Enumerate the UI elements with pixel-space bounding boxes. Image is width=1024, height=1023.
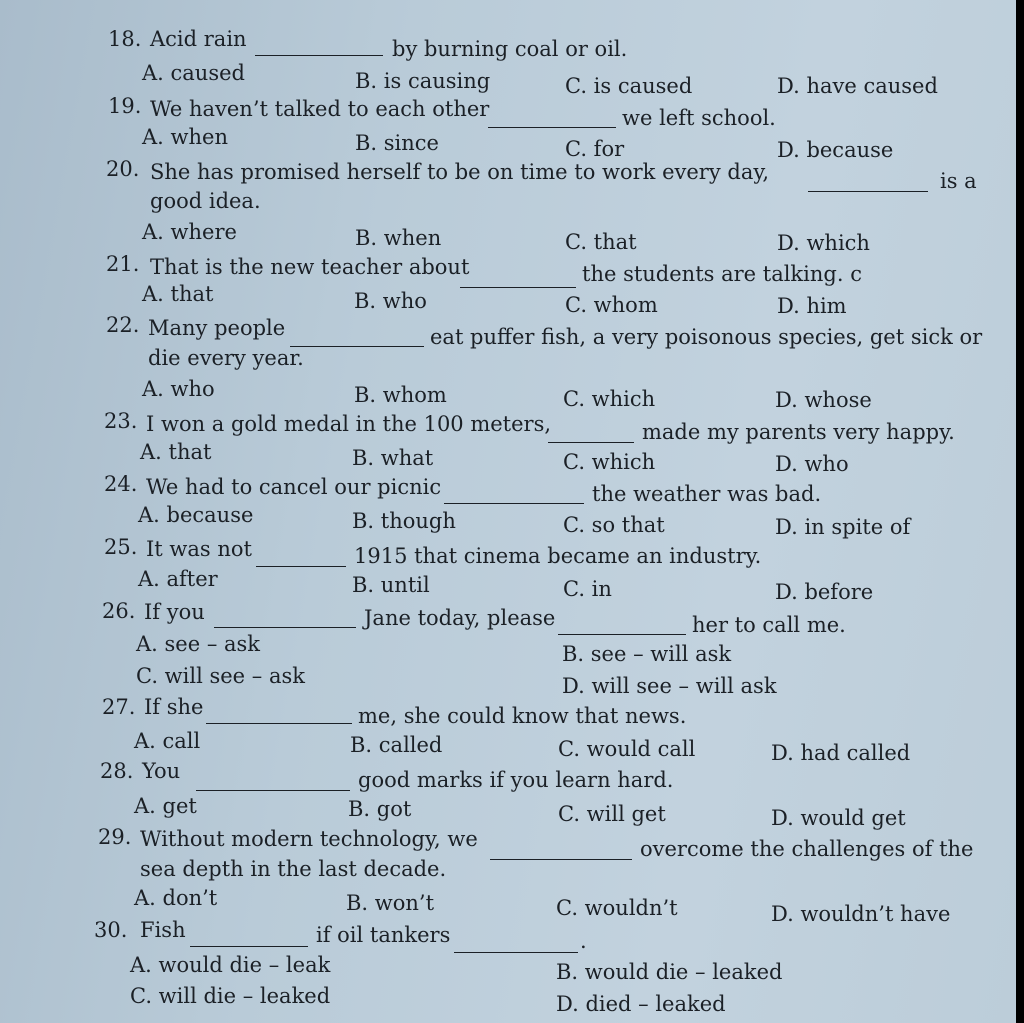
question-text: We had to cancel our picnic	[146, 475, 442, 499]
answer-blank[interactable]	[214, 627, 356, 628]
option-b[interactable]: B. won’t	[346, 891, 435, 915]
option-a[interactable]: A. where	[142, 220, 237, 244]
question-text: She has promised herself to be on time to work every day,	[150, 160, 770, 184]
option-c[interactable]: C. which	[563, 387, 656, 411]
option-c[interactable]: C. in	[563, 577, 612, 601]
option-b[interactable]: B. is causing	[355, 69, 491, 93]
answer-blank[interactable]	[490, 859, 632, 860]
option-d[interactable]: D. have caused	[777, 74, 938, 98]
option-b[interactable]: B. until	[352, 573, 430, 597]
option-c[interactable]: C. is caused	[565, 74, 693, 98]
question-text: overcome the challenges of the	[640, 837, 974, 861]
question-text: me, she could know that news.	[358, 704, 687, 728]
question-text: if oil tankers	[316, 923, 451, 947]
question-text: the weather was bad.	[592, 482, 822, 506]
option-b[interactable]: B. see – will ask	[562, 642, 732, 666]
option-d[interactable]: D. would get	[771, 806, 906, 830]
question-number: 19.	[108, 94, 142, 118]
question-number: 27.	[102, 695, 136, 719]
option-d[interactable]: D. him	[777, 294, 847, 318]
question-text: eat puffer fish, a very poisonous species, get sick or	[430, 325, 983, 349]
answer-blank[interactable]	[454, 952, 578, 953]
option-a[interactable]: A. who	[142, 377, 215, 401]
question-text: Without modern technology, we	[140, 827, 478, 851]
question-text: I won a gold medal in the 100 meters,	[146, 412, 552, 436]
question-number: 30.	[94, 918, 128, 942]
question-text: Fish	[140, 918, 186, 942]
answer-blank[interactable]	[444, 503, 584, 504]
option-d[interactable]: D. whose	[775, 388, 872, 412]
option-a[interactable]: A. that	[142, 282, 214, 306]
option-d[interactable]: D. in spite of	[775, 515, 911, 539]
option-a[interactable]: A. get	[134, 794, 197, 818]
question-text: That is the new teacher about	[150, 255, 470, 279]
answer-blank[interactable]	[256, 566, 346, 567]
option-d[interactable]: D. had called	[771, 741, 911, 765]
question-period: .	[580, 929, 587, 953]
option-c[interactable]: C. for	[565, 137, 625, 161]
question-text: Acid rain	[150, 27, 247, 51]
option-c[interactable]: C. whom	[565, 293, 658, 317]
question-number: 25.	[104, 535, 138, 559]
answer-blank[interactable]	[255, 55, 383, 56]
question-text-continued: sea depth in the last decade.	[140, 857, 447, 881]
option-b[interactable]: B. who	[354, 289, 427, 313]
option-b[interactable]: B. called	[350, 733, 443, 757]
answer-blank[interactable]	[460, 287, 576, 288]
option-b[interactable]: B. got	[348, 797, 412, 821]
answer-blank[interactable]	[190, 946, 308, 947]
question-text: by burning coal or oil.	[392, 37, 628, 61]
option-b[interactable]: B. since	[355, 131, 439, 155]
option-a[interactable]: A. would die – leak	[130, 953, 331, 977]
option-b[interactable]: B. when	[355, 226, 442, 250]
question-text: her to call me.	[692, 613, 846, 637]
question-text: we left school.	[622, 106, 776, 130]
question-text: You	[142, 759, 181, 783]
option-a[interactable]: A. because	[138, 503, 254, 527]
question-text: made my parents very happy.	[642, 420, 955, 444]
question-text: If you	[144, 600, 205, 624]
option-c[interactable]: C. will die – leaked	[130, 984, 331, 1008]
answer-blank[interactable]	[548, 442, 634, 443]
option-d[interactable]: D. died – leaked	[556, 992, 726, 1016]
question-number: 26.	[102, 599, 136, 623]
question-text: the students are talking. c	[582, 262, 862, 286]
question-text-continued: die every year.	[148, 346, 304, 370]
option-d[interactable]: D. because	[777, 138, 894, 162]
question-text: good marks if you learn hard.	[358, 768, 674, 792]
option-c[interactable]: C. wouldn’t	[556, 896, 678, 920]
option-d[interactable]: D. which	[777, 231, 870, 255]
option-a[interactable]: A. caused	[142, 61, 245, 85]
answer-blank[interactable]	[196, 790, 350, 791]
question-text: Jane today, please	[364, 606, 556, 630]
question-text: We haven’t talked to each other	[150, 97, 490, 121]
option-b[interactable]: B. what	[352, 446, 434, 470]
question-text: It was not	[146, 537, 252, 561]
option-b[interactable]: B. would die – leaked	[556, 960, 783, 984]
question-text: 1915 that cinema became an industry.	[354, 544, 762, 568]
answer-blank[interactable]	[558, 634, 686, 635]
option-b[interactable]: B. whom	[354, 383, 447, 407]
question-number: 28.	[100, 759, 134, 783]
option-c[interactable]: C. that	[565, 230, 637, 254]
question-number: 21.	[106, 252, 140, 276]
option-c[interactable]: C. so that	[563, 513, 665, 537]
answer-blank[interactable]	[488, 127, 616, 128]
question-number: 22.	[106, 313, 140, 337]
question-text: is a	[940, 169, 977, 193]
option-d[interactable]: D. who	[775, 452, 849, 476]
question-number: 18.	[108, 27, 142, 51]
option-a[interactable]: A. see – ask	[136, 632, 261, 656]
question-number: 23.	[104, 409, 138, 433]
option-a[interactable]: A. don’t	[134, 886, 218, 910]
answer-blank[interactable]	[808, 191, 928, 192]
question-number: 20.	[106, 157, 140, 181]
question-number: 29.	[98, 825, 132, 849]
answer-blank[interactable]	[206, 723, 352, 724]
option-a[interactable]: A. when	[142, 125, 228, 149]
question-text: If she	[144, 695, 204, 719]
option-d[interactable]: D. wouldn’t have	[771, 902, 951, 926]
option-a[interactable]: A. after	[138, 567, 218, 591]
option-d[interactable]: D. will see – will ask	[562, 674, 777, 698]
option-a[interactable]: A. call	[134, 729, 201, 753]
option-c[interactable]: C. will get	[558, 802, 666, 826]
question-text-continued: good idea.	[150, 189, 261, 213]
option-c[interactable]: C. will see – ask	[136, 664, 305, 688]
option-a[interactable]: A. that	[140, 440, 212, 464]
option-d[interactable]: D. before	[775, 580, 874, 604]
option-c[interactable]: C. would call	[558, 737, 696, 761]
option-c[interactable]: C. which	[563, 450, 656, 474]
answer-blank[interactable]	[290, 346, 424, 347]
question-number: 24.	[104, 472, 138, 496]
option-b[interactable]: B. though	[352, 509, 456, 533]
question-text: Many people	[148, 316, 286, 340]
